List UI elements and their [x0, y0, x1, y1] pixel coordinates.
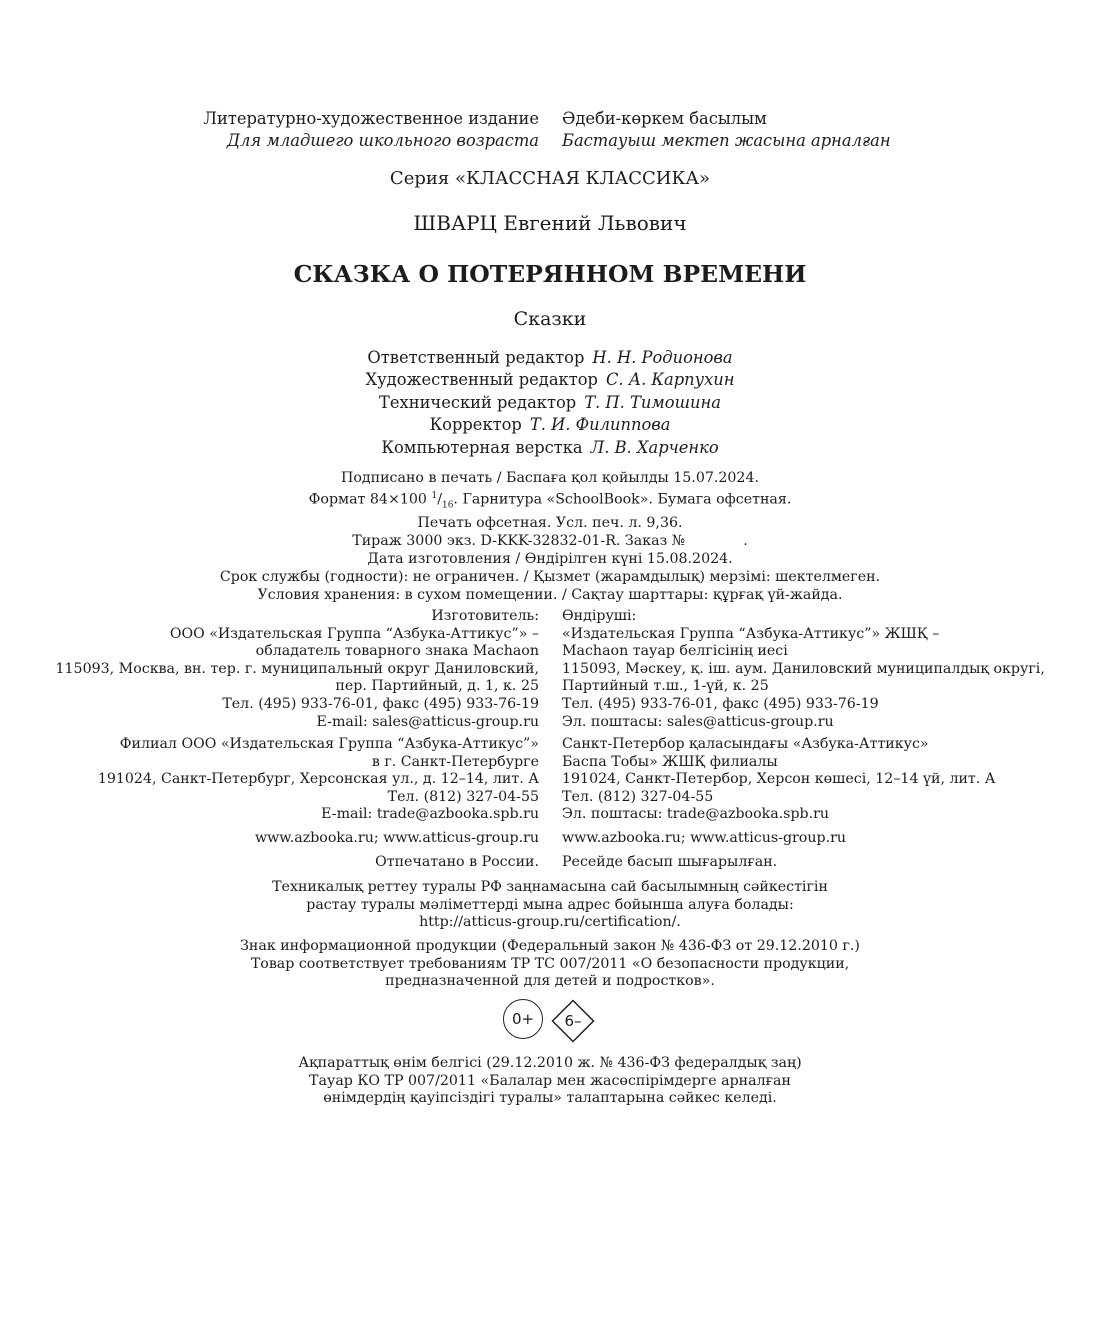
shelf-life: Срок службы (годности): не ограничен. / Қызмет (жарамдылық) мерзімі: шектелмеген. [219, 569, 881, 586]
credit-person: Т. П. Тимошина [584, 392, 721, 412]
credit-role: Художественный редактор [365, 370, 598, 390]
branch-ru: Филиал ООО «Издательская Группа “Азбука-Аттикус”» в г. Санкт-Петербурге 191024, Санкт-Петербург, Херсонская ул., д. 12–14, лит. А Тел. (812) 327-04-55 E-mail: trade@azbooka.spb.ru [97, 736, 539, 823]
info-sign-kz: Ақпараттық өнім белгісі (29.12.2010 ж. № 436-ФЗ федералдық заң) Тауар КО ТР 007/2011 «Балалар мен жасөспірімдерге арналған өнімдердің қауіпсіздігі туралы» талаптарына сәйкес келеді. [298, 1055, 802, 1107]
branch-kz: Санкт-Петербор қаласындағы «Азбука-Аттикус» Баспа Тобы» ЖШҚ филиалы 191024, Санкт-Петербор, Херсон көшесі, 12–14 үй, лит. А Тел. (812) 327-04-55 Эл. поштасы: trade@azbooka.spb.ru [562, 736, 996, 823]
storage-conditions: Условия хранения: в сухом помещении. / Сақтау шарттары: құрғақ үй-жайда. [257, 587, 843, 603]
credit-role: Корректор [429, 415, 522, 435]
credit-line [0, 369, 1100, 391]
edition-type-kz: Әдеби-көркем басылым [562, 109, 767, 128]
signed-to-print: Подписано в печать / Баспаға қол қойылды 15.07.2024. [340, 470, 759, 486]
manufacturer-block [0, 608, 1100, 731]
printed-in [0, 853, 1100, 871]
series-name: Серия «КЛАССНАЯ КЛАССИКА» [389, 168, 711, 189]
credit-role: Технический редактор [379, 392, 577, 412]
branch-block [0, 736, 1100, 824]
websites-ru: www.azbooka.ru; www.atticus-group.ru [255, 830, 539, 846]
manufacturer-kz: Өндіруші: «Издательская Группа “Азбука-Аттикус”» ЖШҚ – Machaon тауар белгісінің иесі 115093, Мәскеу, қ. іш. аум. Даниловский муниципалдық округі, Партийный т.ш., 1-үй, к. 25 Тел. (495) 933-76-01, факс (495) 933-76-19 Эл. поштасы: sales@atticus-group.ru [562, 608, 1045, 730]
age-group-kz: Бастауыш мектеп жасына арналған [562, 131, 891, 151]
credit-person: Н. Н. Родионова [592, 348, 733, 367]
book-genre: Сказки [513, 308, 587, 330]
websites-kz: www.azbooka.ru; www.atticus-group.ru [562, 830, 846, 846]
printed-in-ru: Отпечатано в России. [375, 854, 539, 870]
edition-type-ru: Литературно-художественное издание [203, 109, 539, 128]
certification-info: Техникалық реттеу туралы РФ заңнамасына сай басылымның сәйкестігін растау туралы мәліметтерді мына адрес бойынша алуға болады: http://atticus-group.ru/certification/. [0, 879, 1100, 932]
info-sign-ru: Знак информационной продукции (Федеральный закон № 436-ФЗ от 29.12.2010 г.) Товар соответствует требованиям ТР ТС 007/2011 «О безопасности продукции, предназначенной для детей и подростков». [240, 938, 860, 990]
age-rating-diamond-label: 6– [564, 1012, 582, 1030]
certification-url: http://atticus-group.ru/certification/. [419, 914, 681, 931]
credit-person: Т. И. Филиппова [529, 415, 671, 435]
credit-line [0, 392, 1100, 414]
format-line: Формат 84×100 $^1/_{16}$. Гарнитура «SchoolBook». Бумага офсетная. [308, 490, 792, 511]
credit-line [0, 347, 1100, 369]
book-title: СКАЗКА О ПОТЕРЯННОМ ВРЕМЕНИ [293, 260, 807, 288]
print-info [0, 470, 1100, 605]
author-name: ШВАРЦ Евгений Львович [413, 211, 687, 235]
press-line: Печать офсетная. Усл. печ. л. 9,36. [417, 515, 683, 532]
edition-header [0, 108, 1100, 153]
websites [0, 829, 1100, 847]
credits-list [0, 347, 1100, 459]
credit-line [0, 414, 1100, 436]
age-rating-badges [503, 999, 599, 1043]
credit-role: Компьютерная верстка [381, 437, 583, 457]
credit-person: Л. В. Харченко [590, 437, 719, 457]
printed-in-kz: Ресейде басып шығарылған. [562, 854, 778, 870]
credit-line [0, 437, 1100, 459]
age-rating-circle-icon: 0+ [503, 999, 543, 1039]
age-group-ru: Для младшего школьного возраста [226, 131, 539, 151]
credit-person: С. А. Карпухин [605, 370, 735, 390]
circulation-line: Тираж 3000 экз. D-KKK-32832-01-R. Заказ № . [352, 533, 748, 550]
manufacturer-ru: Изготовитель: ООО «Издательская Группа “Азбука-Аттикус”» – обладатель товарного знака Machaon 115093, Москва, вн. тер. г. муниципальный округ Даниловский, пер. Партийный, д. 1, к. 25 Тел. (495) 933-76-01, факс (495) 933-76-19 E-mail: sales@atticus-group.ru [55, 608, 539, 730]
manufacture-date: Дата изготовления / Өндірілген күні 15.08.2024. [367, 551, 733, 568]
credit-role: Ответственный редактор [367, 348, 585, 367]
